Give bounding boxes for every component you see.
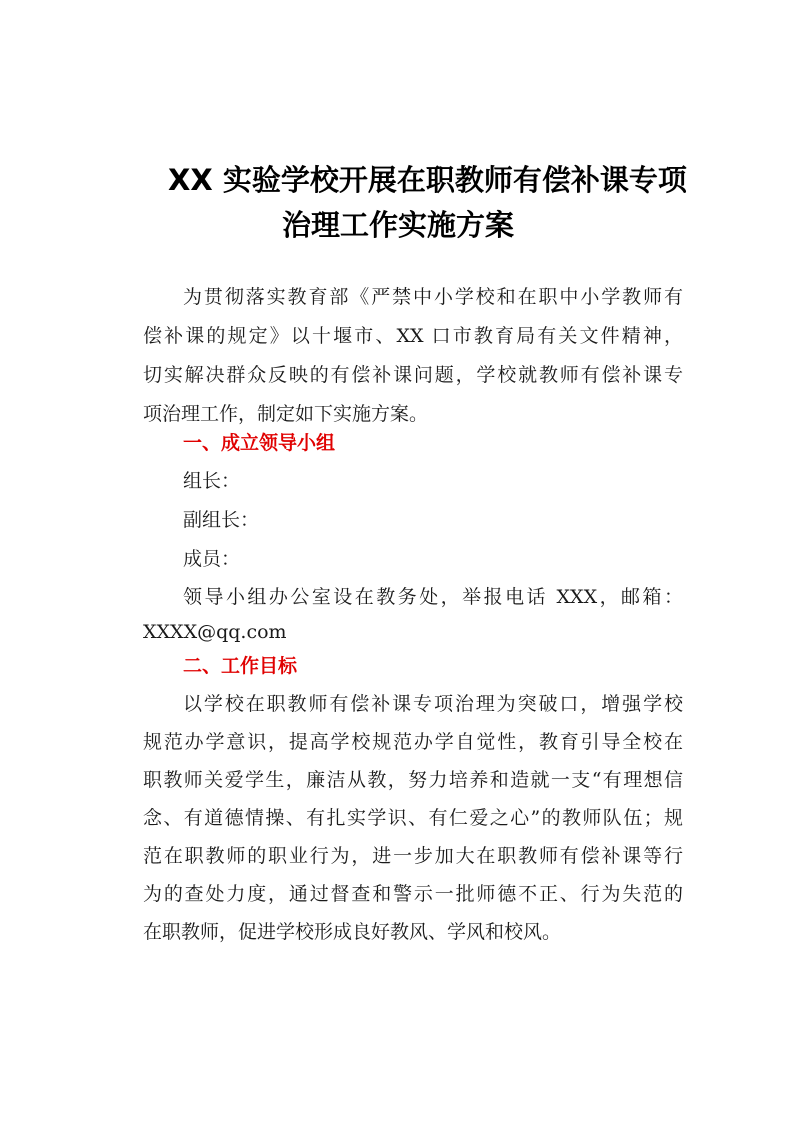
office-line-1: 领导小组办公室设在教务处，举报电话 XXX，邮箱： [183, 586, 683, 608]
document-title-line-1: XX 实验学校开展在职教师有偿补课专项 [168, 163, 687, 197]
goal-line-4: 念、有道德情操、有扎实学识、有仁爱之心”的教师队伍；规 [143, 807, 683, 829]
leader-label: 组长： [183, 470, 241, 492]
document-title-line-2: 治理工作实施方案 [282, 208, 515, 242]
goal-line-7: 在职教师，促进学校形成良好教风、学风和校风。 [143, 921, 562, 943]
members-label: 成员： [183, 548, 241, 570]
goal-line-3: 职教师关爱学生，廉洁从教，努力培养和造就一支“有理想信 [143, 769, 683, 791]
goal-line-6: 为的查处力度，通过督查和警示一批师德不正、行为失范的 [143, 883, 683, 905]
intro-line-3: 切实解决群众反映的有偿补课问题，学校就教师有偿补课专 [143, 364, 683, 386]
goal-line-2: 规范办学意识，提高学校规范办学自觉性，教育引导全校在 [143, 731, 683, 753]
goal-line-5: 范在职教师的职业行为，进一步加大在职教师有偿补课等行 [143, 845, 683, 867]
intro-line-1: 为贯彻落实教育部《严禁中小学校和在职中小学教师有 [183, 286, 683, 308]
section-1-heading: 一、成立领导小组 [183, 432, 336, 454]
deputy-leader-label: 副组长： [183, 509, 260, 531]
section-2-heading: 二、工作目标 [183, 655, 298, 677]
intro-line-4: 项治理工作，制定如下实施方案。 [143, 403, 429, 425]
office-email: XXXX@qq.com [143, 621, 287, 643]
goal-line-1: 以学校在职教师有偿补课专项治理为突破口，增强学校 [183, 693, 683, 715]
intro-line-2: 偿补课的规定》以十堰市、XX 口市教育局有关文件精神， [143, 325, 683, 347]
